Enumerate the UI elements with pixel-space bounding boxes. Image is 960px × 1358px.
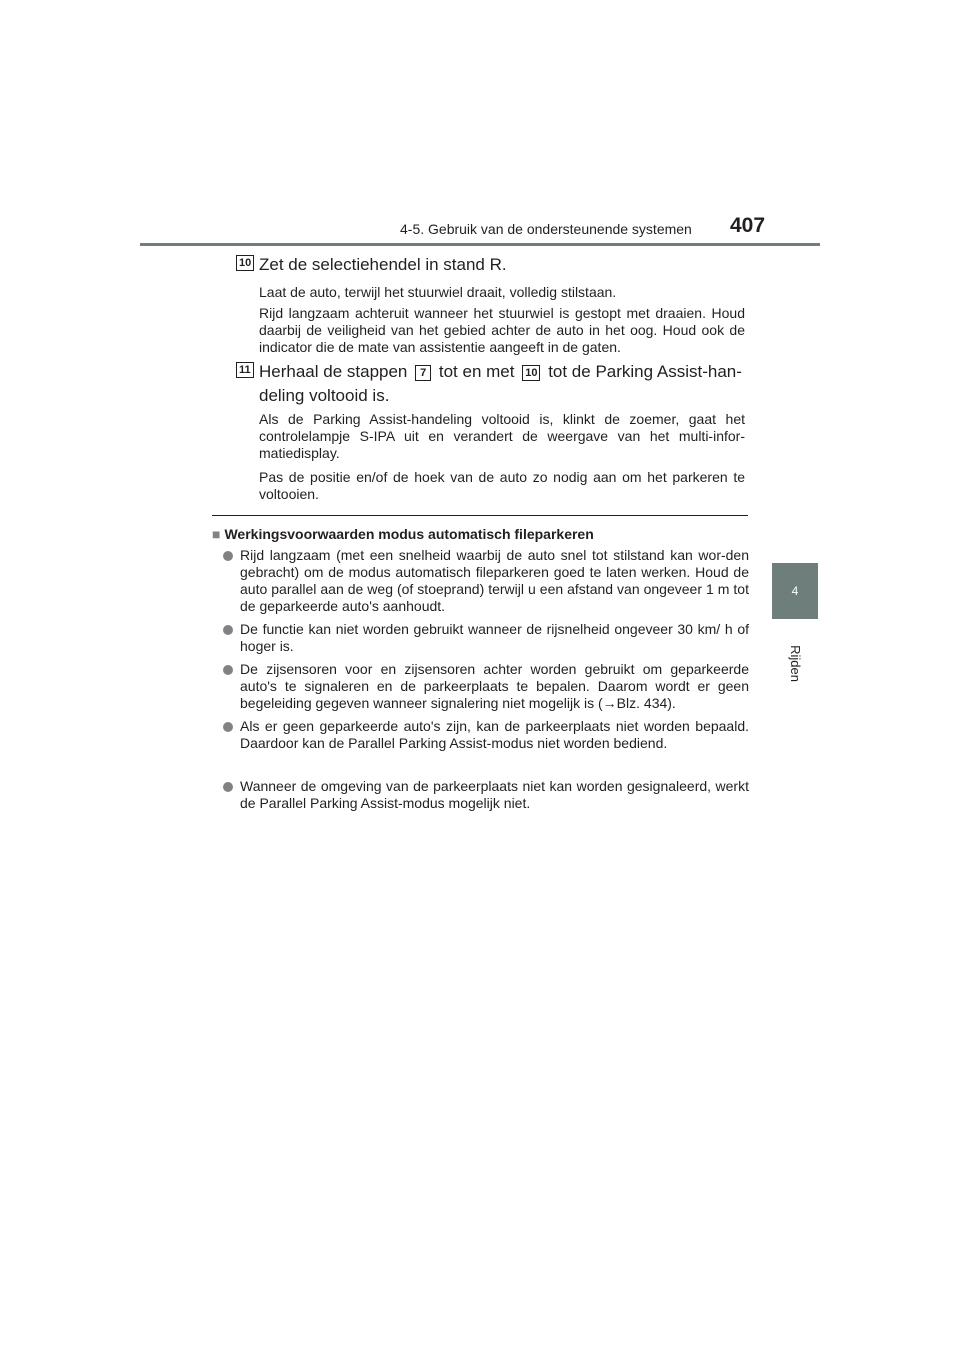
list-item [223, 621, 749, 655]
step-reference-box: 7 [415, 365, 431, 381]
square-bullet-icon: ■ [212, 526, 221, 542]
header-divider [140, 243, 820, 246]
page-number: 407 [730, 214, 766, 237]
step-title-suffix: tot de Parking Assist-han-deling voltooid is. [259, 362, 742, 405]
step-11 [236, 360, 756, 408]
chapter-tab: 4 [772, 563, 818, 619]
list-item-text: De functie kan niet worden gebruikt wanneer de rijsnelheid ongeveer 30 km/ h of hoger is. [240, 621, 749, 654]
list-item [223, 778, 749, 812]
section-title: 4-5. Gebruik van de ondersteunende systemen [400, 221, 692, 237]
bullet-dot-icon [223, 665, 233, 675]
step-title [259, 360, 756, 408]
step-title-prefix: Herhaal de stappen [259, 362, 408, 381]
step-reference-box: 10 [522, 365, 540, 381]
step-paragraph: Laat de auto, terwijl het stuurwiel draait, volledig stilstaan. [259, 284, 617, 300]
step-paragraph: Pas de positie en/of de hoek van de auto zo nodig aan om het parkeren te voltooien. [259, 469, 745, 502]
step-paragraph: Rijd langzaam achteruit wanneer het stuurwiel is gestopt met draaien. Houd daarbij de veiligheid van het gebied achter de auto in het oog. Houd ook de indicator die de mate van assistentie aangeeft in de gaten. [259, 305, 745, 355]
chapter-label-wrap [766, 633, 824, 693]
chapter-label: Rijden [787, 644, 803, 682]
list-item-text: Als er geen geparkeerde auto's zijn, kan de parkeerplaats niet worden bepaald. Daardoor kan de Parallel Parking Assist-modus niet worden bediend. [240, 718, 749, 751]
list-item-text: De zijsensoren voor en zijsensoren achter worden gebruikt om geparkeerde auto's te signaleren en de parkeerplaats te bepalen. Daarom wordt er geen begeleiding gegeven wanneer signalering niet mogelijk is (→Blz. 434). [240, 661, 749, 711]
list-item [223, 661, 749, 712]
bullet-dot-icon [223, 722, 233, 732]
step-10 [236, 253, 756, 277]
bullet-dot-icon [223, 782, 233, 792]
list-item-text: Rijd langzaam (met een snelheid waarbij de auto snel tot stilstand kan wor-den gebracht) om de modus automatisch fileparkeren goed te laten werken. Houd de auto parallel aan de weg (of stoeprand) terwijl u een afstand van ongeveer 1 m tot de geparkeerde auto's aanhoudt. [240, 547, 749, 614]
step-number-box: 11 [236, 362, 254, 378]
step-title: Zet de selectiehendel in stand R. [259, 255, 507, 274]
bullet-dot-icon [223, 551, 233, 561]
list-item [223, 547, 749, 615]
bullet-dot-icon [223, 625, 233, 635]
section-heading [212, 526, 752, 543]
step-paragraph: Als de Parking Assist-handeling voltooid is, klinkt de zoemer, gaat het controlelampje S-IPA uit en verandert de weergave van het multi-infor-matiedisplay. [259, 411, 745, 461]
step-title-mid: tot en met [438, 362, 515, 381]
section-divider [212, 515, 748, 516]
list-item [223, 718, 749, 752]
section-heading-text: Werkingsvoorwaarden modus automatisch fileparkeren [224, 526, 594, 542]
step-number-box: 10 [236, 255, 254, 271]
list-item-text: Wanneer de omgeving van de parkeerplaats niet kan worden gesignaleerd, werkt de Parallel Parking Assist-modus mogelijk niet. [240, 778, 749, 811]
